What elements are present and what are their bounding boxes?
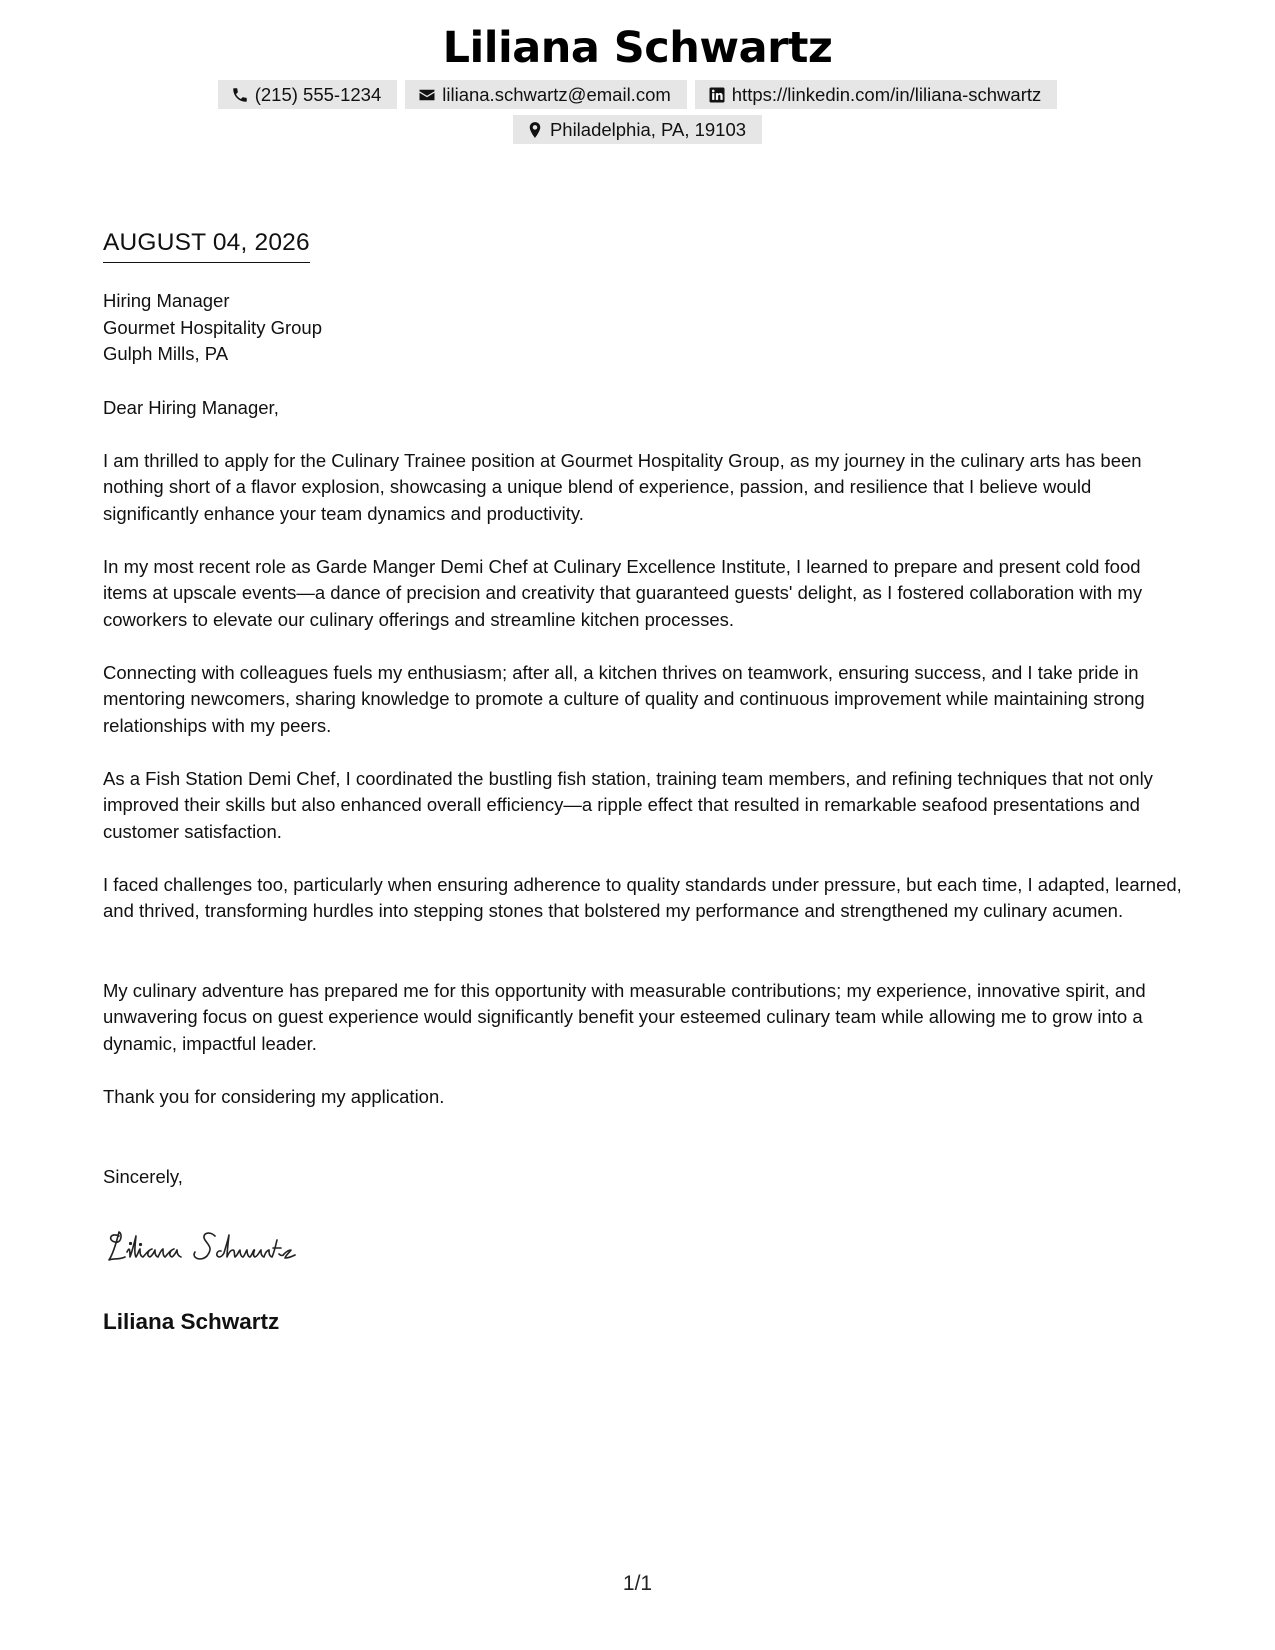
linkedin-icon bbox=[708, 86, 726, 104]
paragraph: I faced challenges too, particularly when ensuring adherence to quality standards under pressure, but each time, I adapted, learned, and thrived, transforming hurdles into stepping stones that bolstered my performance and strengthened my culinary acumen. bbox=[103, 874, 1182, 922]
salutation: Dear Hiring Manager, bbox=[103, 397, 279, 418]
closing: Sincerely, bbox=[103, 1166, 183, 1187]
paragraph: As a Fish Station Demi Chef, I coordinated the bustling fish station, training team members, and refining techniques that not only improved their skills but also enhanced overall efficiency—a ripple effect that resulted in remarkable seafood presentations and customer satisfaction. bbox=[103, 768, 1153, 842]
recipient-location: Gulph Mills, PA bbox=[103, 343, 229, 364]
paragraph: In my most recent role as Garde Manger Demi Chef at Culinary Excellence Institute, I learned to prepare and present cold food items at upscale events—a dance of precision and creativity that guaranteed guests' delight, as I fostered collaboration with my coworkers to elevate our culinary offerings and streamline kitchen processes. bbox=[103, 556, 1143, 630]
recipient-title: Hiring Manager bbox=[103, 290, 230, 311]
contact-row bbox=[0, 80, 1275, 109]
map-pin-icon bbox=[526, 121, 544, 139]
paragraph: My culinary adventure has prepared me for this opportunity with measurable contributions; my experience, innovative spirit, and unwavering focus on guest experience would significantly benefit your esteemed culinary team while allowing me to grow into a dynamic, impactful leader. bbox=[103, 980, 1146, 1054]
linkedin-chip[interactable] bbox=[695, 80, 1058, 109]
recipient-company: Gourmet Hospitality Group bbox=[103, 316, 323, 338]
contact-row-2 bbox=[0, 115, 1275, 144]
paragraph: I am thrilled to apply for the Culinary Trainee position at Gourmet Hospitality Group, as my journey in the culinary arts has been nothing short of a flavor explosion, showcasing a unique blend of experience, passion, and resilience that I believe would significantly enhance your team dynamics and productivity. bbox=[103, 450, 1142, 524]
phone-text: (215) 555-1234 bbox=[254, 83, 382, 105]
envelope-icon bbox=[418, 86, 436, 104]
phone-chip[interactable] bbox=[218, 80, 398, 109]
recipient-block bbox=[103, 288, 322, 368]
paragraph: Connecting with colleagues fuels my enthusiasm; after all, a kitchen thrives on teamwork, ensuring success, and I take pride in mentoring newcomers, sharing knowledge to promote a culture of quality and continuous improvement while maintaining strong relationships with my peers. bbox=[103, 662, 1145, 736]
thank-you-line: Thank you for considering my application. bbox=[103, 1086, 445, 1107]
handwritten-signature bbox=[103, 1222, 363, 1270]
email-text: liliana.schwartz@email.com bbox=[442, 83, 671, 105]
location-chip bbox=[513, 115, 762, 144]
linkedin-text: https://linkedin.com/in/liliana-schwartz bbox=[731, 83, 1042, 105]
email-chip[interactable] bbox=[405, 80, 687, 109]
page-indicator: 1/1 bbox=[622, 1572, 653, 1595]
applicant-name: Liliana Schwartz bbox=[442, 23, 833, 73]
location-text: Philadelphia, PA, 19103 bbox=[549, 118, 747, 140]
signer-name: Liliana Schwartz bbox=[103, 1309, 280, 1334]
phone-icon bbox=[231, 86, 249, 104]
letter-date: AUGUST 04, 2026 bbox=[103, 228, 310, 263]
